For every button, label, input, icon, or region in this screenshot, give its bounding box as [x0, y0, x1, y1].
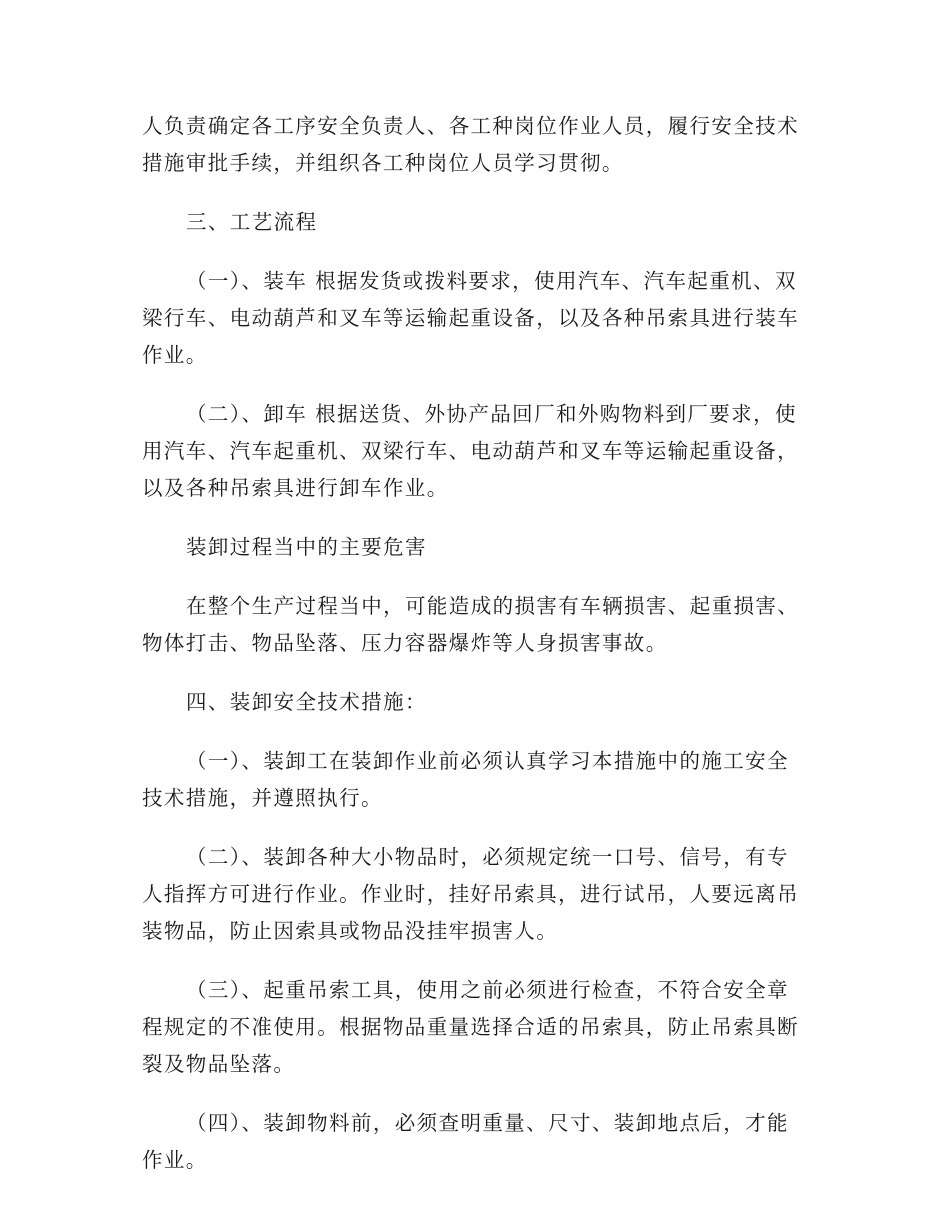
text-line: 物体打击、物品坠落、压力容器爆炸等人身损害事故。 — [142, 631, 668, 655]
text-line: （二）、装卸各种大小物品时，必须规定统一口号、信号，有专 — [186, 845, 789, 869]
text-line: （三）、起重吊索工具，使用之前必须进行检查，不符合安全章 — [186, 978, 789, 1002]
document-body — [142, 108, 802, 1201]
text-line: 人负责确定各工序安全负责人、各工种岗位作业人员，履行安全技术 — [142, 114, 799, 138]
heading-text: 装卸过程当中的主要危害 — [186, 535, 427, 559]
text-line: 以及各种吊索具进行卸车作业。 — [142, 476, 449, 500]
text-line: 程规定的不准使用。根据物品重量选择合适的吊索具，防止吊索具断 — [142, 1015, 799, 1039]
text-line: 作业。 — [142, 1148, 208, 1172]
text-line: （一）、装车 根据发货或拨料要求，使用汽车、汽车起重机、双 — [186, 269, 797, 293]
text-line: 技术措施，并遵照执行。 — [142, 786, 383, 810]
text-line: 装物品，防止因索具或物品没挂牢损害人。 — [142, 919, 559, 943]
text-line: 梁行车、电动葫芦和叉车等运输起重设备，以及各种吊索具进行装车 — [142, 306, 799, 330]
text-line: （四）、装卸物料前，必须查明重量、尺寸、装卸地点后，才能 — [186, 1111, 789, 1135]
text-line: 措施审批手续，并组织各工种岗位人员学习贯彻。 — [142, 151, 624, 175]
section-heading-safety-measures — [142, 684, 802, 721]
text-line: 裂及物品坠落。 — [142, 1052, 296, 1076]
paragraph-responsibility-continuation — [142, 108, 802, 182]
text-line: （二）、卸车 根据送货、外协产品回厂和外购物料到厂要求，使 — [186, 402, 797, 426]
paragraph-unloading — [142, 396, 802, 507]
paragraph-hazards — [142, 588, 802, 662]
paragraph-measure-3 — [142, 972, 802, 1083]
paragraph-loading — [142, 263, 802, 374]
subheading-main-hazards — [142, 529, 802, 566]
text-line: 作业。 — [142, 343, 208, 367]
text-line: 人指挥方可进行作业。作业时，挂好吊索具，进行试吊，人要远离吊 — [142, 882, 799, 906]
paragraph-measure-2 — [142, 839, 802, 950]
text-line: 用汽车、汽车起重机、双梁行车、电动葫芦和叉车等运输起重设备， — [142, 439, 799, 463]
paragraph-measure-1 — [142, 743, 802, 817]
section-heading-process-flow — [142, 204, 802, 241]
text-line: 在整个生产过程当中，可能造成的损害有车辆损害、起重损害、 — [186, 594, 800, 618]
heading-text: 三、工艺流程 — [186, 210, 318, 234]
heading-text: 四、装卸安全技术措施： — [186, 690, 427, 714]
paragraph-measure-4 — [142, 1105, 802, 1179]
text-line: （一）、装卸工在装卸作业前必须认真学习本措施中的施工安全 — [186, 749, 789, 773]
